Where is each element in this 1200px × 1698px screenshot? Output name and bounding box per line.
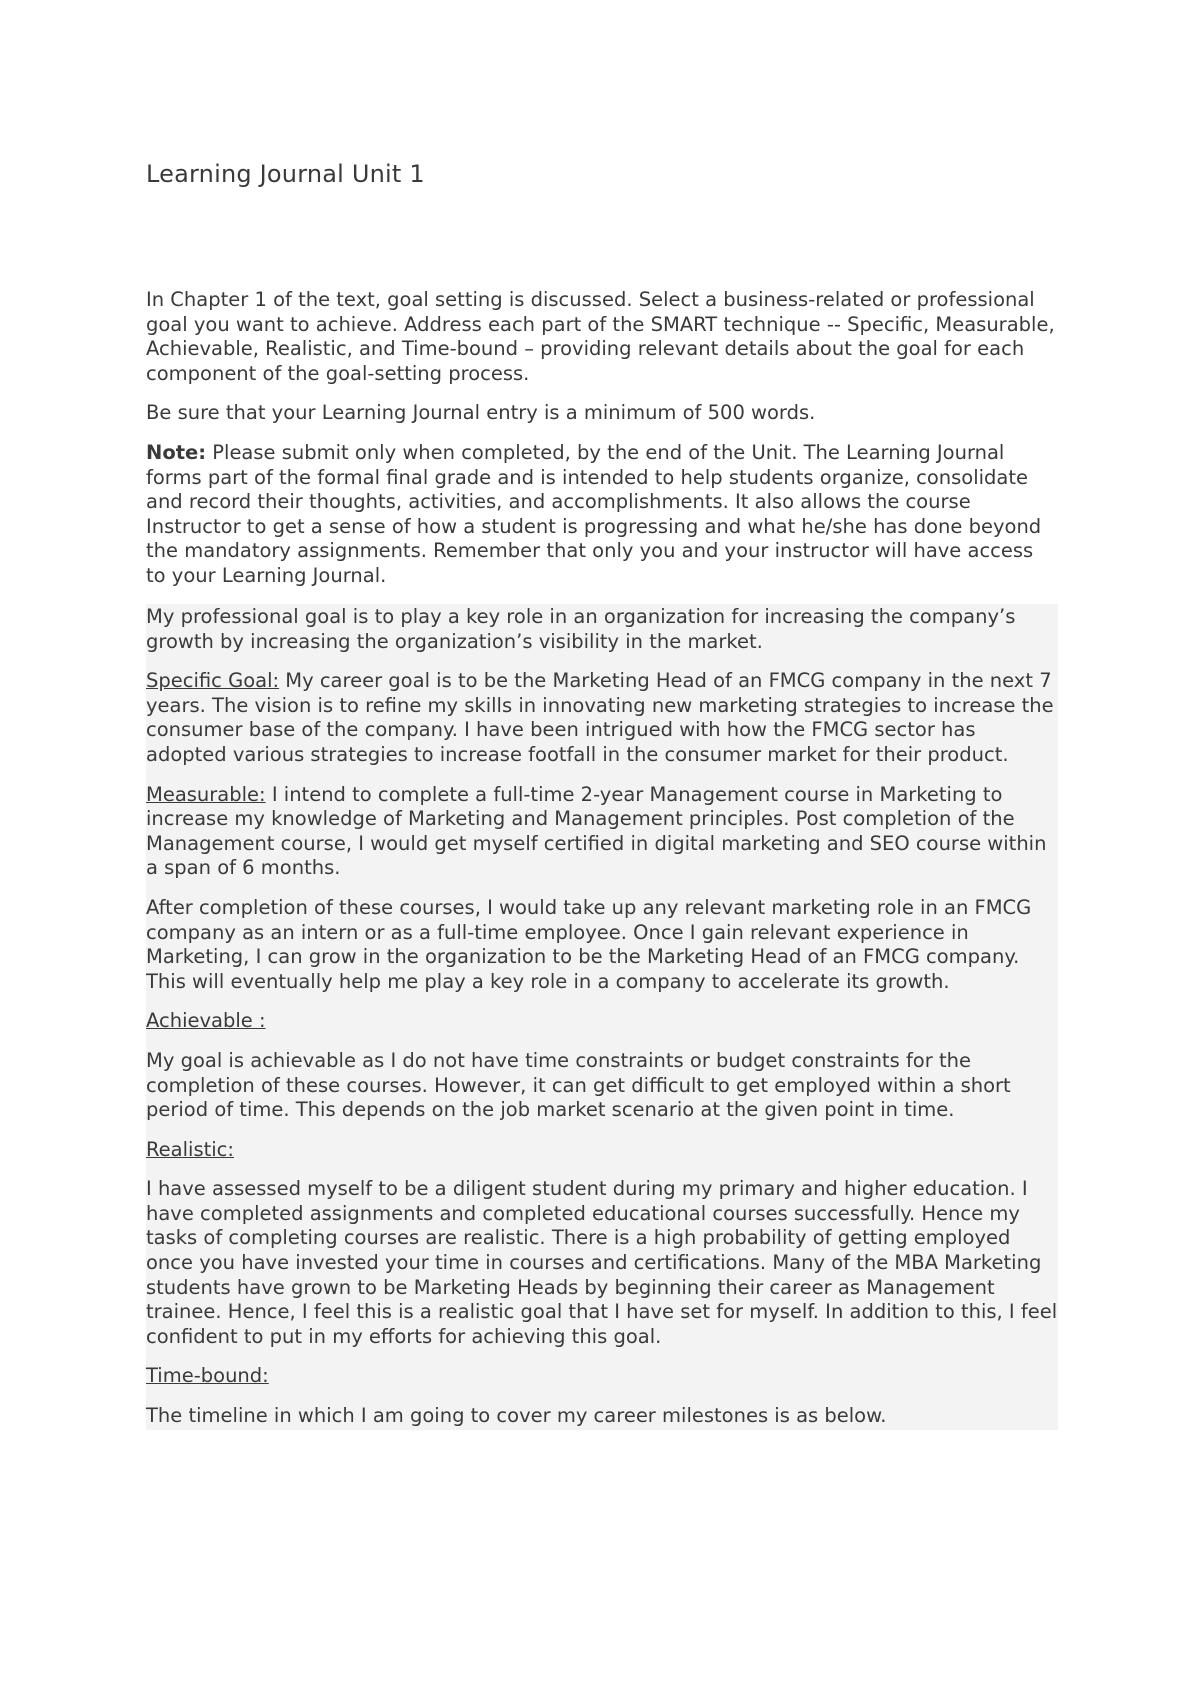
specific-text: My career goal is to be the Marketing Head of an FMCG company in the next 7 years. The vision is to refine my skills in innovating new marketing strategies to increase the consumer base of the company. I have been intrigued with how the FMCG sector has adopted various strategies to increase footfall in the consumer market for their product.: [146, 669, 1054, 766]
submission-note: [146, 441, 1058, 589]
achievable-heading: Achievable :: [146, 1009, 266, 1033]
specific-heading: Specific Goal:: [146, 669, 280, 693]
word-count-requirement: Be sure that your Learning Journal entry is a minimum of 500 words.: [146, 401, 816, 425]
note-label: Note:: [146, 440, 207, 464]
achievable-section: [146, 1009, 1058, 1034]
page-title: Learning Journal Unit 1: [146, 160, 425, 188]
after-completion-paragraph: After completion of these courses, I would take up any relevant marketing role in an FMCG company as an intern or as a full-time employee. Once I gain relevant experience in Marketing, I can grow in the organization to be the Marketing Head of an FMCG company. This will eventually help me play a key role in a company to accelerate its growth.: [146, 895, 1032, 993]
measurable-section: [146, 783, 1058, 881]
note-text: Please submit only when completed, by the end of the Unit. The Learning Journal forms part of the formal final grade and is intended to help students organize, consolidate and record their thoughts, activities, and accomplishments. It also allows the course Instructor to get a sense of how a student is progressing and what he/she has done beyond the mandatory assignments. Remember that only you and your instructor will have access to your Learning Journal.: [146, 440, 1042, 587]
journal-answer: [146, 604, 1058, 1430]
realistic-section: [146, 1138, 1058, 1163]
timebound-text: The timeline in which I am going to cover my career milestones is as below.: [146, 1404, 887, 1428]
specific-section: [146, 669, 1058, 767]
answer-intro: My professional goal is to play a key role in an organization for increasing the company’s growth by increasing the organization’s visibility in the market.: [146, 605, 1016, 653]
measurable-text: I intend to complete a full-time 2-year Management course in Marketing to increase my knowledge of Marketing and Management principles. Post completion of the Management course, I would get myself certified in digital marketing and SEO course within a span of 6 months.: [146, 782, 1047, 880]
timebound-heading: Time-bound:: [146, 1364, 269, 1388]
realistic-heading: Realistic:: [146, 1137, 234, 1161]
realistic-text: I have assessed myself to be a diligent student during my primary and higher education. I have completed assignments and completed educational courses successfully. Hence my tasks of completing courses are realistic. There is a high probability of getting employed once you have invested your time in courses and certifications. Many of the MBA Marketing students have grown to be Marketing Heads by beginning their career as Management trainee. Hence, I feel this is a realistic goal that I have set for myself. In addition to this, I feel confident to put in my efforts for achieving this goal.: [146, 1177, 1058, 1348]
measurable-heading: Measurable:: [146, 782, 266, 806]
timebound-section: [146, 1364, 1058, 1389]
prompt-paragraph: In Chapter 1 of the text, goal setting is discussed. Select a business-related or professional goal you want to achieve. Address each part of the SMART technique -- Specific, Measurable, Achievable, Realistic, and Time-bound – providing relevant details about the goal for each component of the goal-setting process.: [146, 288, 1055, 385]
assignment-prompt: [146, 288, 1058, 604]
achievable-text: My goal is achievable as I do not have time constraints or budget constraints for the completion of these courses. However, it can get difficult to get employed within a short period of time. This depends on the job market scenario at the given point in time.: [146, 1048, 1011, 1122]
